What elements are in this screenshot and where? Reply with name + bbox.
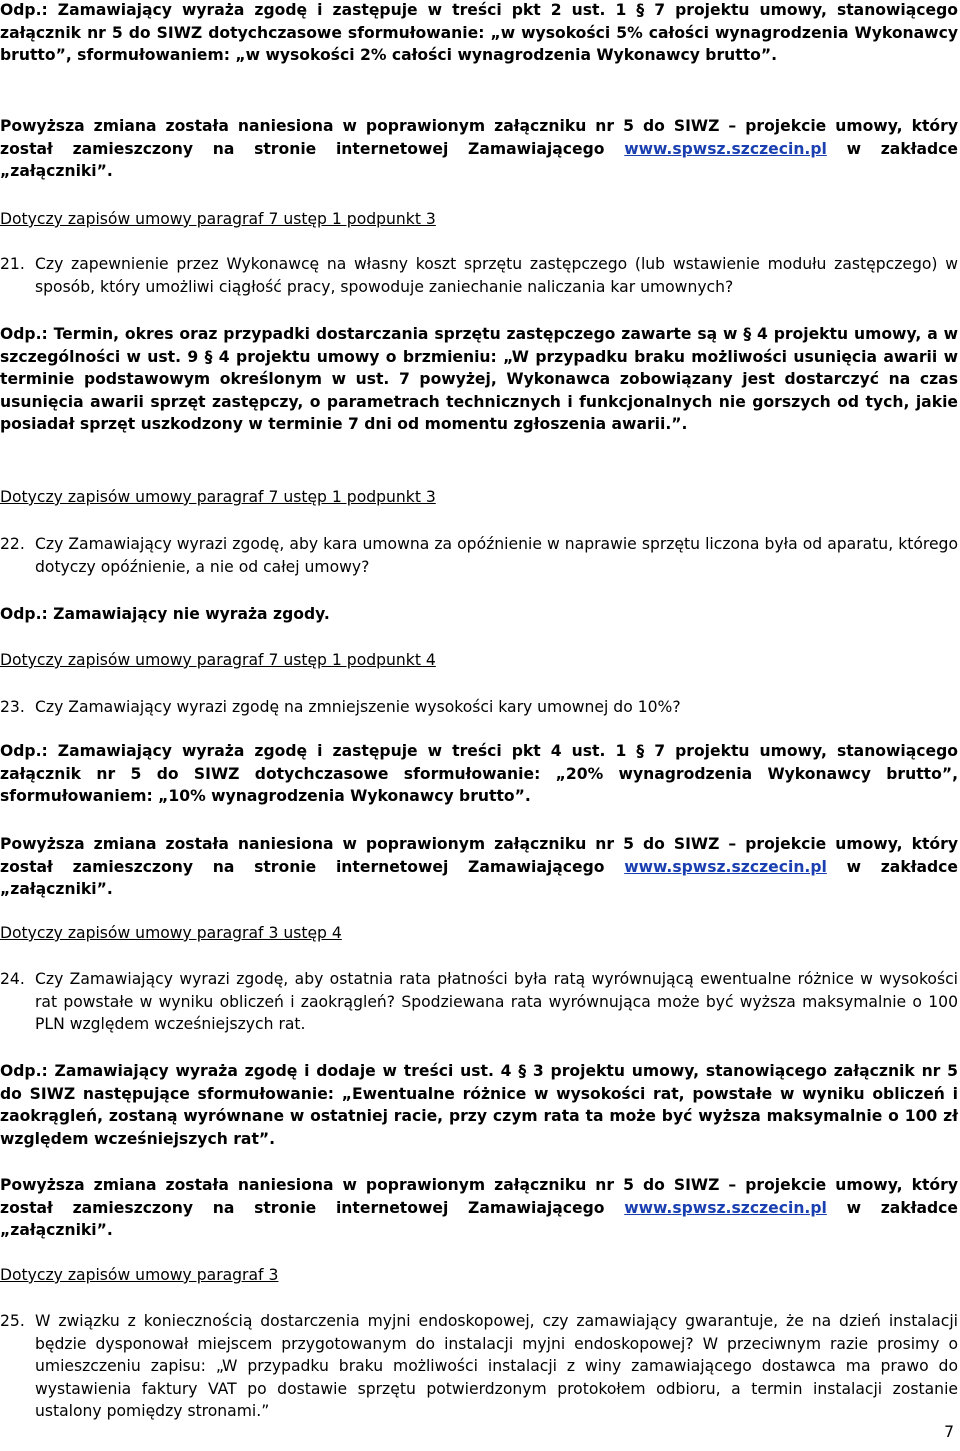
change-notice-text: Powyższa zmiana została naniesiona w poprawionym załączniku nr 5 do SIWZ – projekcie umowy, który został zamieszczony na stronie internetowej Zamawiającego bbox=[0, 117, 958, 158]
answer-paragraph: Odp.: Zamawiający wyraża zgodę i zastępuje w treści pkt 4 ust. 1 § 7 projektu umowy, stanowiącego załącznik nr 5 do SIWZ dotychczasowe sformułowanie: „20% wynagrodzenia Wykonawcy brutto”, sformułowaniem: „10% wynagrodzenia Wykonawcy brutto”. bbox=[0, 742, 958, 805]
section-heading: Dotyczy zapisów umowy paragraf 7 ustęp 1 podpunkt 3 bbox=[0, 210, 436, 228]
question-25 bbox=[0, 1310, 958, 1423]
answer-paragraph: Odp.: Zamawiający nie wyraża zgody. bbox=[0, 605, 330, 623]
change-notice bbox=[0, 833, 958, 901]
question-text: W związku z koniecznością dostarczenia myjni endoskopowej, czy zamawiający gwarantuje, że na dzień instalacji będzie dysponował miejscem przygotowanym do instalacji myjni endoskopowej? W przeciwnym razie prosimy o umieszczeniu zapisu: „W przypadku braku możliwości instalacji z winy zamawiającego dostawca ma prawo do wystawienia faktury VAT po dostawie sprzętu potwierdzonym protokołem odbioru, a termin instalacji zostanie ustalony pomiędzy stronami.” bbox=[35, 1312, 958, 1420]
section-heading: Dotyczy zapisów umowy paragraf 7 ustęp 1 podpunkt 4 bbox=[0, 651, 436, 669]
website-link[interactable]: www.spwsz.szczecin.pl bbox=[624, 1198, 827, 1217]
change-notice-text: Powyższa zmiana została naniesiona w poprawionym załączniku nr 5 do SIWZ – projekcie umowy, który został zamieszczony na stronie internetowej Zamawiającego bbox=[0, 1176, 958, 1217]
question-text: Czy Zamawiający wyrazi zgodę na zmniejszenie wysokości kary umownej do 10%? bbox=[35, 698, 681, 716]
question-number: 24. bbox=[0, 970, 25, 988]
answer-paragraph: Odp.: Zamawiający wyraża zgodę i dodaje w treści ust. 4 § 3 projektu umowy, stanowiącego załącznik nr 5 do SIWZ następujące sformułowanie: „Ewentualne różnice w wysokości rat, powstałe w wyniku obliczeń i zaokrągleń, zostaną wyrównane w ostatniej racie, przy czym rata ta może być wyższa maksymalnie o 100 zł względem wcześniejszych rat”. bbox=[0, 1062, 958, 1148]
change-notice-tail: w zakładce „załączniki”. bbox=[0, 1198, 958, 1239]
section-heading: Dotyczy zapisów umowy paragraf 3 bbox=[0, 1266, 279, 1284]
question-number: 21. bbox=[0, 255, 25, 273]
section-heading: Dotyczy zapisów umowy paragraf 3 ustęp 4 bbox=[0, 924, 342, 942]
question-text: Czy Zamawiający wyrazi zgodę, aby kara umowna za opóźnienie w naprawie sprzętu liczona była od aparatu, którego dotyczy opóźnienie, a nie od całej umowy? bbox=[35, 535, 958, 576]
question-text: Czy Zamawiający wyrazi zgodę, aby ostatnia rata płatności była ratą wyrównującą ewentualne różnice w wysokości rat powstałe w wyniku obliczeń i zaokrągleń? Spodziewana rata wyrównująca może być wyższa maksymalnie o 100 PLN względem wcześniejszych rat. bbox=[35, 970, 958, 1033]
website-link[interactable]: www.spwsz.szczecin.pl bbox=[624, 139, 827, 158]
answer-paragraph: Odp.: Termin, okres oraz przypadki dostarczania sprzętu zastępczego zawarte są w § 4 projektu umowy, a w szczególności w ust. 9 § 4 projektu umowy o brzmieniu: „W przypadku braku możliwości usunięcia awarii w terminie podstawowym określonym w ust. 7 powyżej, Wykonawca zobowiązany jest dostarczyć na czas usunięcia awarii sprzęt zastępczy, o parametrach technicznych i funkcjonalnych nie gorszych od tych, jakie posiadał sprzęt uszkodzony w terminie 7 dni od momentu zgłoszenia awarii.”. bbox=[0, 325, 958, 433]
page-number: 7 bbox=[944, 1423, 954, 1441]
question-22 bbox=[0, 533, 958, 578]
question-number: 23. bbox=[0, 698, 25, 716]
change-notice bbox=[0, 115, 958, 183]
question-text: Czy zapewnienie przez Wykonawcę na własny koszt sprzętu zastępczego (lub wstawienie modułu zastępczego) w sposób, który umożliwi ciągłość pracy, spowoduje zaniechanie naliczania kar umownych? bbox=[35, 255, 958, 296]
change-notice-tail: w zakładce „załączniki”. bbox=[0, 139, 958, 180]
answer-paragraph: Odp.: Zamawiający wyraża zgodę i zastępuje w treści pkt 2 ust. 1 § 7 projektu umowy, stanowiącego załącznik nr 5 do SIWZ dotychczasowe sformułowanie: „w wysokości 5% całości wynagrodzenia Wykonawcy brutto”, sformułowaniem: „w wysokości 2% całości wynagrodzenia Wykonawcy brutto”. bbox=[0, 1, 958, 64]
website-link[interactable]: www.spwsz.szczecin.pl bbox=[624, 857, 827, 876]
question-23 bbox=[0, 696, 958, 719]
question-number: 25. bbox=[0, 1312, 25, 1330]
question-21 bbox=[0, 253, 958, 298]
question-number: 22. bbox=[0, 535, 25, 553]
change-notice-tail: w zakładce „załączniki”. bbox=[0, 857, 958, 898]
question-24 bbox=[0, 968, 958, 1036]
section-heading: Dotyczy zapisów umowy paragraf 7 ustęp 1 podpunkt 3 bbox=[0, 488, 436, 506]
change-notice bbox=[0, 1174, 958, 1242]
change-notice-text: Powyższa zmiana została naniesiona w poprawionym załączniku nr 5 do SIWZ – projekcie umowy, który został zamieszczony na stronie internetowej Zamawiającego bbox=[0, 835, 958, 876]
